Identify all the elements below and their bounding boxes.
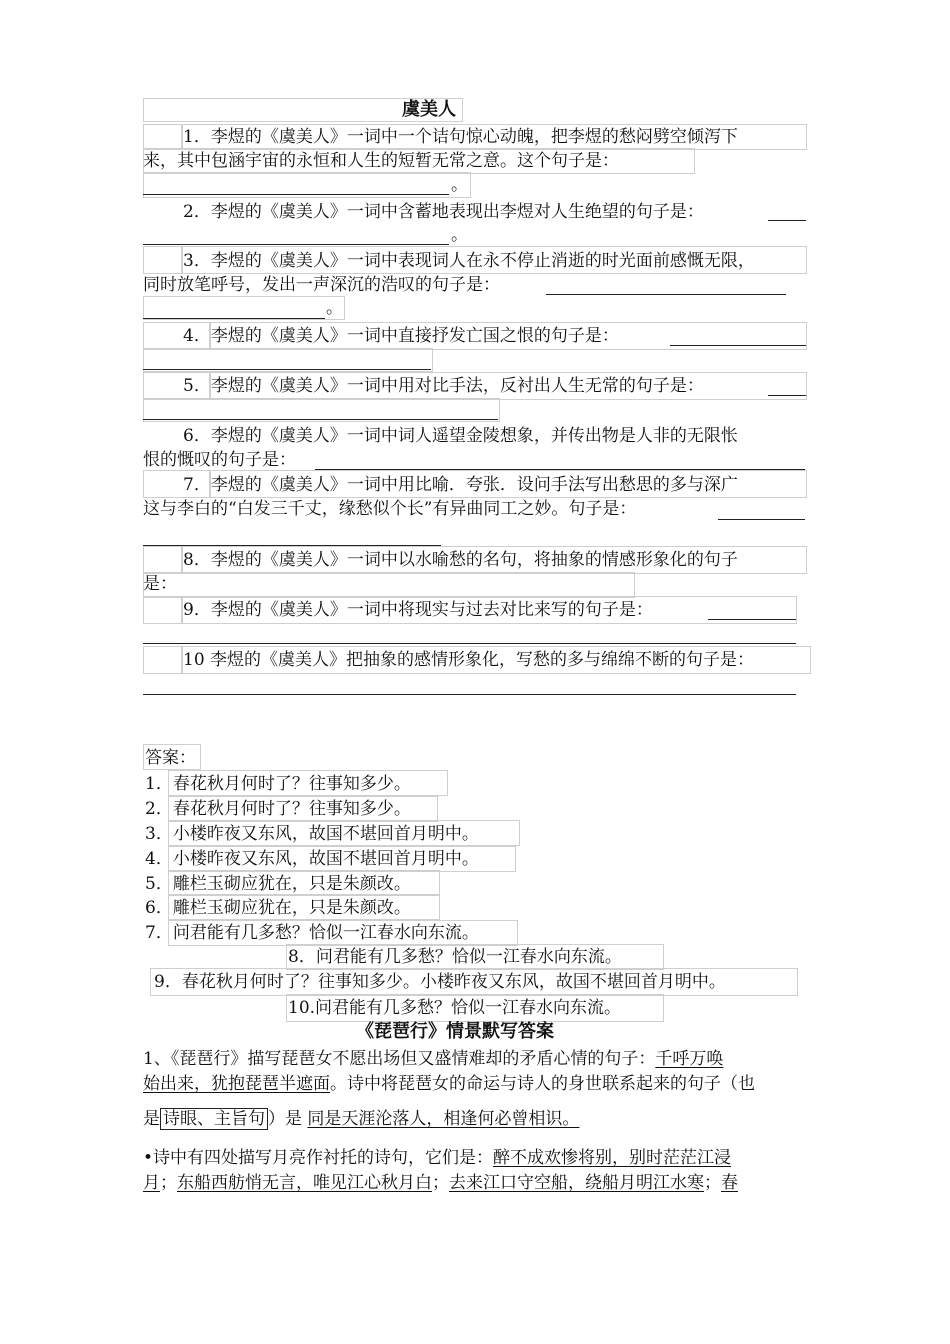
pipa-text: 。诗中将琵琶女的命运与诗人的身世联系起来的句子（也 (330, 1074, 755, 1094)
answers-label: 答案： (145, 748, 196, 768)
question-3-line-1: 3．李煜的《虞美人》一词中表现词人在永不停止消逝的时光面前感慨无限， (183, 251, 755, 271)
answer-blank (143, 244, 449, 245)
answer-blank (143, 545, 441, 546)
pipa-answer: 千呼万唤 (655, 1049, 724, 1069)
pipa-answer: 去来江口守空船，绕船月明江水寒 (449, 1173, 704, 1193)
answer-item: 6．雕栏玉砌应犹在，只是朱颜改。 (145, 898, 411, 918)
question-7-line-2: 这与李白的“白发三千丈，缘愁似个长”有异曲同工之妙。句子是： (143, 499, 637, 519)
pipa-item-2-line-1 (143, 1147, 731, 1169)
answer-item: 7．问君能有几多愁？恰似一江春水向东流。 (145, 923, 479, 943)
pipa-item-1-line-1 (143, 1048, 723, 1070)
answer-blank (768, 395, 806, 396)
question-4-line-1: 4．李煜的《虞美人》一词中直接抒发亡国之恨的句子是： (183, 326, 619, 346)
answer-blank (143, 194, 449, 195)
pipa-answer: 同是天涯沦落人，相逢何必曾相识。 (307, 1109, 580, 1129)
pipa-text: ； (432, 1173, 449, 1193)
answer-item: 5．雕栏玉砌应犹在，只是朱颜改。 (145, 874, 411, 894)
answer-item: 8．问君能有几多愁？恰似一江春水向东流。 (288, 947, 622, 967)
page-title: 虞美人 (402, 99, 456, 120)
answer-item: 2．春花秋月何时了？往事知多少。 (145, 799, 411, 819)
question-10-line-1: 10 李煜的《虞美人》把抽象的感情形象化，写愁的多与绵绵不断的句子是： (183, 650, 755, 670)
question-3-end: 。 (326, 298, 343, 318)
pipa-text: 1、《琵琶行》描写琵琶女不愿出场但又盛情难却的矛盾心情的句子： (143, 1049, 656, 1069)
answer-item: 10.问君能有几多愁？恰似一江春水向东流。 (288, 998, 622, 1018)
answer-item: 9．春花秋月何时了？往事知多少。小楼昨夜又东风，故国不堪回首月明中。 (154, 972, 726, 992)
question-2-line-1: 2．李煜的《虞美人》一词中含蓄地表现出李煜对人生绝望的句子是： (183, 202, 704, 222)
question-9-line-1: 9．李煜的《虞美人》一词中将现实与过去对比来写的句子是： (183, 600, 653, 620)
pipa-answer: 月 (143, 1173, 160, 1193)
question-5-line-1: 5．李煜的《虞美人》一词中用对比手法，反衬出人生无常的句子是： (183, 376, 704, 396)
pipa-item-2-line-2 (143, 1172, 738, 1194)
answer-blank (708, 619, 796, 620)
question-1-line-1: 1．李煜的《虞美人》一词中一个诘句惊心动魄，把李煜的愁闷劈空倾泻下 (183, 127, 738, 147)
pipa-answer: 东船西舫悄无言，唯见江心秋月白 (177, 1173, 432, 1193)
answer-blank (718, 519, 805, 520)
question-3-line-2: 同时放笔呼号，发出一声深沉的浩叹的句子是： (143, 275, 500, 295)
pipa-text: ）是 (268, 1109, 302, 1129)
answer-item: 1．春花秋月何时了？往事知多少。 (145, 774, 411, 794)
answer-blank (546, 294, 786, 295)
answer-blank (143, 694, 796, 695)
answer-blank (143, 318, 325, 319)
pipa-title: 《琵琶行》情景默写答案 (356, 1021, 554, 1042)
pipa-answer: 始出来，犹抱琵琶半遮面 (143, 1074, 330, 1094)
pipa-item-1-line-3 (143, 1108, 579, 1130)
pipa-framed-note: 诗眼、主旨句 (160, 1108, 268, 1130)
question-8-line-2: 是： (143, 574, 177, 594)
pipa-answer: 春 (721, 1173, 738, 1193)
question-1-line-2: 来，其中包涵宇宙的永恒和人生的短暂无常之意。这个句子是： (143, 151, 619, 171)
question-1-end: 。 (451, 175, 468, 195)
answer-blank (143, 419, 498, 420)
answer-blank (143, 643, 796, 644)
answer-blank (670, 345, 806, 346)
question-7-line-1: 7．李煜的《虞美人》一词中用比喻．夸张．设问手法写出愁思的多与深广 (183, 475, 738, 495)
pipa-text: ； (704, 1173, 721, 1193)
pipa-text: •诗中有四处描写月亮作衬托的诗句，它们是： (143, 1148, 494, 1168)
question-6-line-1: 6．李煜的《虞美人》一词中词人遥望金陵想象，并传出物是人非的无限怅 (183, 426, 738, 446)
answer-item: 3．小楼昨夜又东风，故国不堪回首月明中。 (145, 824, 479, 844)
question-8-line-1: 8．李煜的《虞美人》一词中以水喻愁的名句，将抽象的情感形象化的句子 (183, 550, 738, 570)
question-2-end: 。 (451, 225, 468, 245)
pipa-item-1-line-2 (143, 1073, 755, 1095)
pipa-text: ； (160, 1173, 177, 1193)
answer-blank (768, 220, 806, 221)
pipa-answer: 醉不成欢惨将别，别时茫茫江浸 (493, 1148, 732, 1168)
question-6-line-2: 恨的慨叹的句子是： (143, 450, 296, 470)
answer-blank (315, 469, 805, 470)
pipa-text: 是 (143, 1109, 160, 1129)
answer-item: 4．小楼昨夜又东风，故国不堪回首月明中。 (145, 849, 479, 869)
answer-blank (143, 369, 431, 370)
